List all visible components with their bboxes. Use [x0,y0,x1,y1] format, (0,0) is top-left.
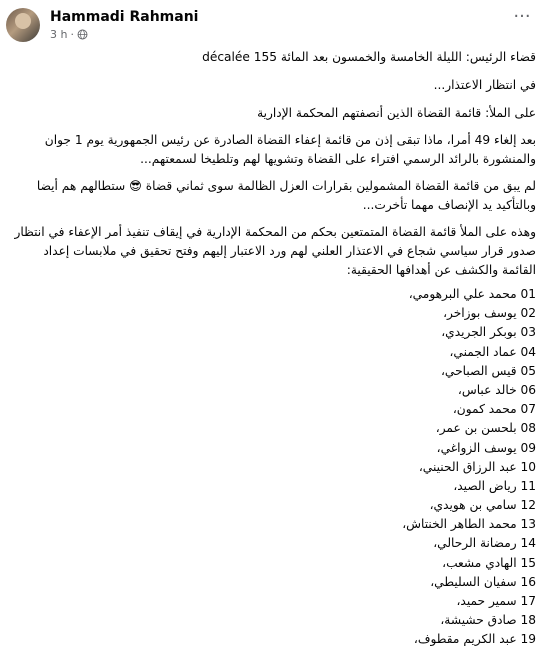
post-paragraph-list-intro: وهذه على الملأ قائمة القضاة المتمتعين بحكم من المحكمة الإدارية في إيقاف تنفيذ أمر الإعفاء في انتظار صدور قرار سياسي شجاع في الاعتذار العلني لهم ورد الاعتبار إليهم وفتح تحقيق في ملابسات إعداد القائمة والكشف عن أهدافها الحقيقية: [14,225,536,277]
post-meta [50,28,88,41]
list-item: 11 رياض الصيد، [453,478,536,493]
list-item: 05 قيس الصباحي، [441,363,536,378]
globe-icon[interactable] [77,29,88,40]
meta-separator: · [70,28,74,41]
judges-list [8,285,536,650]
list-item: 01 محمد علي البرهومي، [408,287,536,301]
list-item: 10 عبد الرزاق الحنيني، [418,459,536,474]
list-item: 14 رمضانة الرحالي، [433,536,536,551]
list-item: 17 سمير حميد، [456,594,536,608]
post-paragraph-waiting: في انتظار الاعتذار... [433,78,536,92]
author-name[interactable]: Hammadi Rahmani [50,9,199,25]
list-item: 02 يوسف بوزاخر، [443,306,536,321]
list-item: 03 بوبكر الجريدي، [441,325,536,340]
list-item: 18 صادق حشيشة، [440,613,536,628]
list-item: 06 خالد عباس، [457,382,536,397]
post-content [8,48,536,650]
post-time[interactable]: 3 h [50,28,68,41]
list-item: 08 بلحسن بن عمر، [435,421,536,436]
list-item: 19 عبد الكريم مقطوف، [413,632,536,647]
list-item: 07 محمد كمون، [452,402,536,417]
list-item: 04 عماد الجمني، [449,344,536,359]
list-item: 09 يوسف الزواغي، [436,440,536,455]
list-item: 12 سامي بن هويدي، [429,498,536,513]
list-item: 16 سفيان السليطي، [430,574,536,589]
list-item: 15 الهادي مشعب، [442,555,536,570]
post-paragraph-remaining: لم يبق من قائمة القضاة المشمولين بقرارات العزل الظالمة سوى ثماني قضاة 😎 ستطالهم هم أيضا وبالتأكيد يد الإنصاف مهما تأخرت... [36,179,536,212]
post-header [6,8,540,46]
post-paragraph-title: قضاء الرئيس: الليلة الخامسة والخمسون بعد المائة 155 décalée [202,50,536,64]
more-options-icon[interactable]: ··· [513,6,531,27]
avatar[interactable] [6,8,40,42]
list-item: 13 محمد الطاهر الخنتاش، [402,517,536,532]
post-paragraph-annulment: بعد إلغاء 49 أمرا، ماذا تبقى إذن من قائمة إعفاء القضاة الصادرة عن رئيس الجمهورية يوم 1 جوان والمنشورة بالرائد الرسمي افتراء على القضاة وتشويها لهم وتلطيخا لسمعتهم... [44,133,536,166]
post-paragraph-public-list: على الملأ: قائمة القضاة الذين أنصفتهم المحكمة الإدارية [257,106,536,120]
